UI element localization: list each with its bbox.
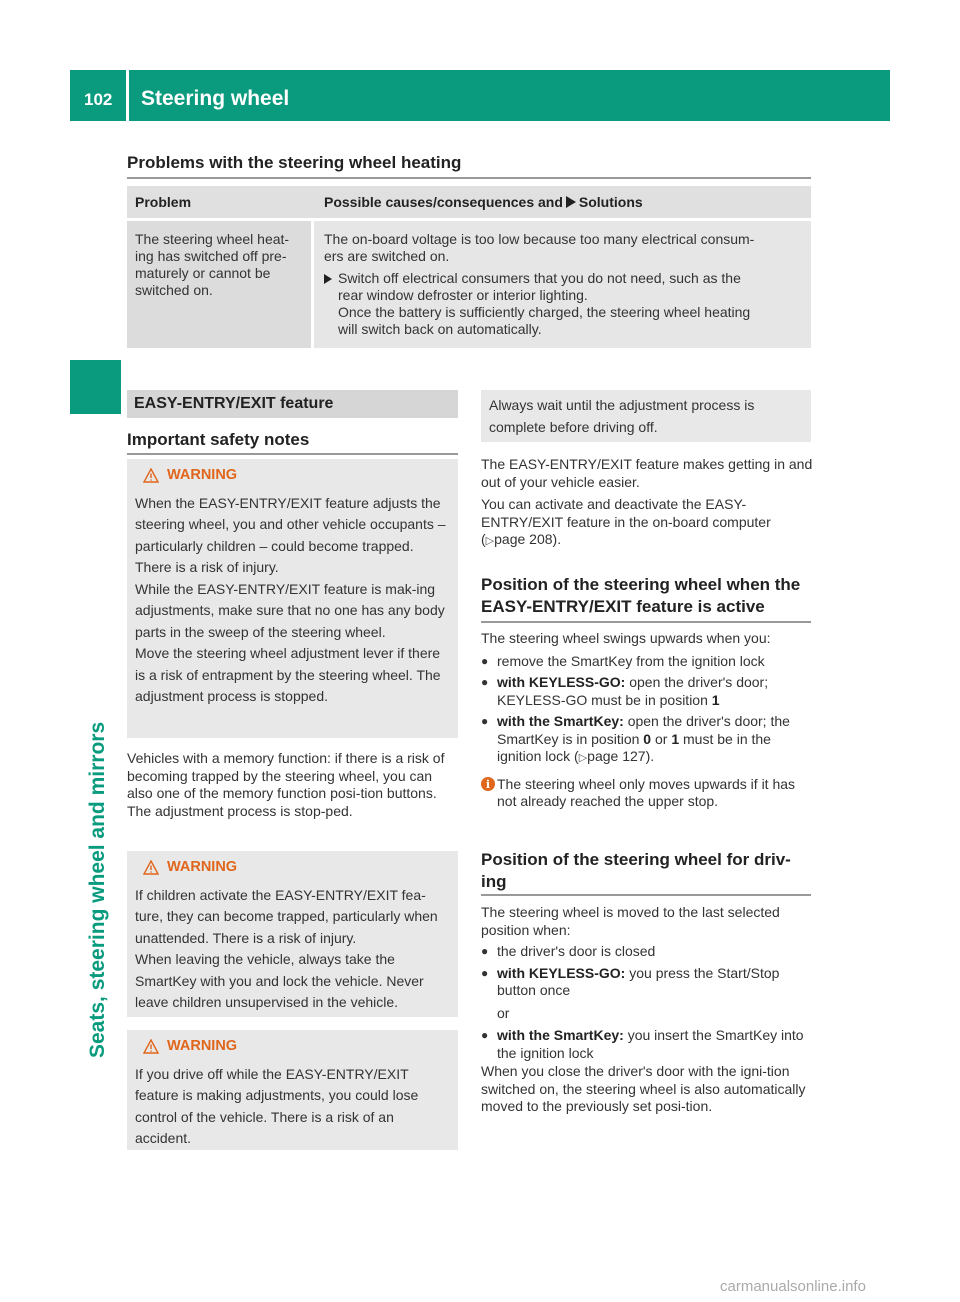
info-note: i The steering wheel only moves upwards if it has not already reached the upper stop. <box>481 776 814 811</box>
warning-text: If you drive off while the EASY-ENTRY/EXIT feature is making adjustments, you could lose control of the vehicle. There is a risk of an accident. <box>135 1065 419 1146</box>
col-causes-header <box>314 194 811 211</box>
heading-line: Position of the steering wheel when the <box>481 575 801 594</box>
safety-heading: Important safety notes <box>127 430 310 449</box>
easy-entry-band-title: EASY-ENTRY/EXIT feature <box>134 395 334 412</box>
page-number: 102 <box>84 90 113 109</box>
step-line: will switch back on automatically. <box>338 321 542 337</box>
warning-box-3 <box>127 1030 458 1150</box>
memory-function-text: Vehicles with a memory function: if there is a risk of becoming trapped by the steering wheel, you can also one of the memory function posi-tion buttons. The adjustment process is stop-ped. <box>127 750 445 819</box>
warning-text: If children activate the EASY-ENTRY/EXIT fea-ture, they can become trapped, particularly when unattended. There is a risk of injury. <box>135 886 438 946</box>
warning-text: While the EASY-ENTRY/EXIT feature is mak-ing adjustments, make sure that no one has any body parts in the sweep of the steering wheel. <box>135 580 445 640</box>
warning-text: Move the steering wheel adjustment lever if there is a risk of entrapment by the steering wheel. The adjustment process is stopped. <box>135 645 441 704</box>
intro-text-2: You can activate and deactivate the EASY-ENTRY/EXIT feature in the on-board computer (▷page 208). <box>481 496 771 547</box>
intro-text-2-body: You can activate and deactivate the EASY-ENTRY/EXIT feature in the on-board computer <box>481 496 771 530</box>
cause-line: ers are switched on. <box>324 248 450 264</box>
intro-text-1: The EASY-ENTRY/EXIT feature makes getting in and out of your vehicle easier. <box>481 456 813 490</box>
warning-label: WARNING <box>167 1038 238 1054</box>
position-active-heading <box>481 574 816 618</box>
warning-text: When the EASY-ENTRY/EXIT feature adjusts the steering wheel, you and other vehicle occupants – particularly children – could become trapped. There is a risk of injury. <box>135 494 446 575</box>
step-arrow-icon <box>324 274 332 284</box>
warning-triangle-icon <box>143 468 159 483</box>
problem-line: switched on. <box>135 282 213 298</box>
step-line: Switch off electrical consumers that you do not need, such as the <box>338 270 741 286</box>
warning-text: When leaving the vehicle, always take the SmartKey with you and lock the vehicle. Never leave children unsupervised in the vehicle. <box>135 951 424 1010</box>
info-icon: i <box>481 777 495 791</box>
cause-line: The on-board voltage is too low because too many electrical consum- <box>324 231 755 247</box>
page-ref-link[interactable]: page 208). <box>494 531 562 547</box>
side-tab-marker <box>70 360 121 414</box>
position-driving-heading <box>481 849 816 893</box>
page-ref-link[interactable]: page 127). <box>587 748 655 764</box>
solution-step <box>324 270 803 338</box>
list-item: ● with KEYLESS-GO: open the driver's door; KEYLESS-GO must be in position 1 <box>481 674 769 708</box>
step-line: Once the battery is sufficiently charged, the steering wheel heating <box>338 304 751 320</box>
wait-note-text: Always wait until the adjustment process is complete before driving off. <box>489 397 755 435</box>
moved-intro: The steering wheel is moved to the last selected position when: <box>481 904 780 938</box>
warning-box-1 <box>127 459 458 738</box>
warning-box-2 <box>127 851 458 1017</box>
list-item: ● with the SmartKey: open the driver's door; the SmartKey is in position 0 or 1 must be in the ignition lock (▷page 127). <box>481 713 790 764</box>
col-solutions-label: Solutions <box>578 193 643 210</box>
table-row <box>127 221 811 348</box>
side-chapter-label: Seats, steering wheel and mirrors <box>86 721 109 1058</box>
watermark: carmanualsonline.info <box>720 1278 866 1295</box>
heading-line: ing <box>481 872 507 891</box>
closing-text: When you close the driver's door with the igni-tion switched on, the steering wheel is also automatically moved to the previously set posi-tion. <box>481 1063 806 1114</box>
col-problem-header: Problem <box>135 193 192 210</box>
swings-intro: The steering wheel swings upwards when you: <box>481 630 771 646</box>
problems-rule <box>127 177 811 179</box>
list-item: ● remove the SmartKey from the ignition lock <box>481 652 765 669</box>
page-ref-arrow-icon: ▷ <box>485 535 495 547</box>
solution-arrow-icon <box>566 196 576 208</box>
heading-line: EASY-ENTRY/EXIT feature is active <box>481 597 765 616</box>
col-causes-label: Possible causes/consequences and <box>324 193 563 210</box>
problems-table <box>127 186 811 348</box>
warning-triangle-icon <box>143 1039 159 1054</box>
problem-line: maturely or cannot be <box>135 265 271 281</box>
warning-label: WARNING <box>167 467 238 483</box>
list-item: ● with the SmartKey: you insert the SmartKey into the ignition lock <box>481 1027 804 1061</box>
problems-heading: Problems with the steering wheel heating <box>127 153 462 172</box>
swings-list <box>481 630 814 811</box>
wait-note-box <box>481 390 811 442</box>
safety-rule <box>127 453 458 455</box>
cause-cell <box>314 221 811 348</box>
heading-line: Position of the steering wheel for driv- <box>481 850 791 869</box>
or-text: or <box>497 1004 510 1021</box>
page-title: Steering wheel <box>141 87 290 110</box>
problem-line: The steering wheel heat- <box>135 231 290 247</box>
warning-label: WARNING <box>167 859 238 875</box>
page-ref-arrow-icon: ▷ <box>578 752 588 764</box>
problem-cell <box>127 221 311 348</box>
list-item: ● with KEYLESS-GO: you press the Start/Stop button once <box>481 964 780 998</box>
table-header-row <box>127 186 811 218</box>
warning-triangle-icon <box>143 860 159 875</box>
problem-line: ing has switched off pre- <box>135 248 287 264</box>
list-item: ● the driver's door is closed <box>481 943 656 959</box>
position-driving-rule <box>481 894 811 896</box>
header-divider <box>126 70 129 121</box>
step-line: rear window defroster or interior lighting. <box>338 287 588 303</box>
moved-list <box>481 904 814 1116</box>
position-active-rule <box>481 621 811 623</box>
